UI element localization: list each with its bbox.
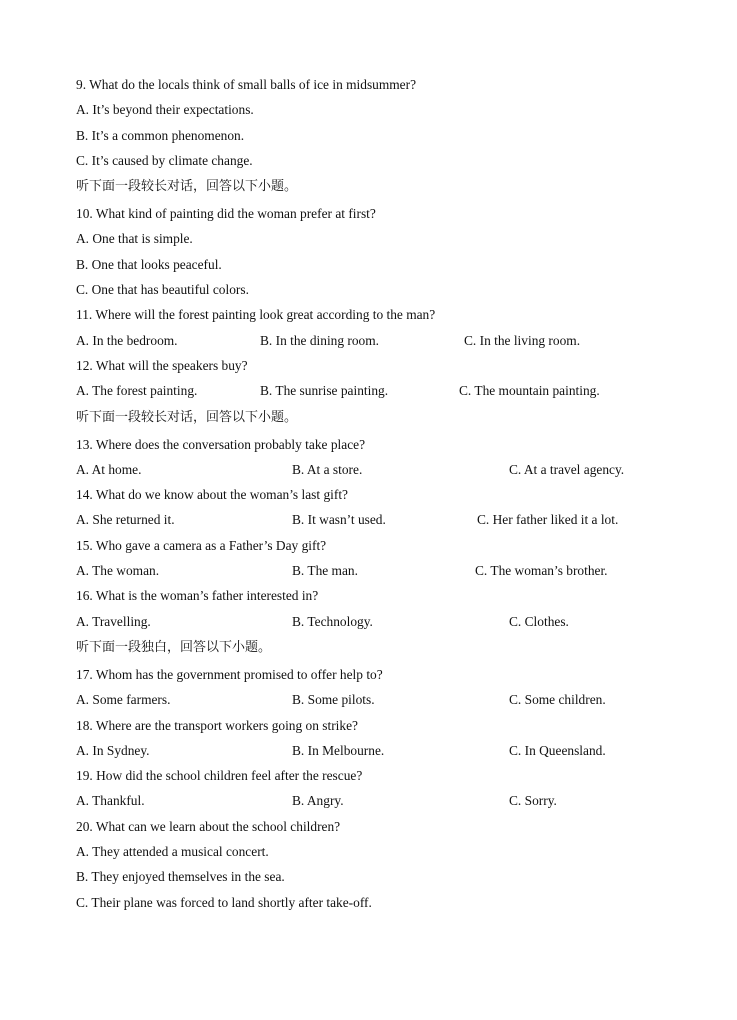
question-19-option-b: B. Angry. [292,793,344,809]
question-11-option-b: B. In the dining room. [260,332,380,348]
section-instruction-monologue: 听下面一段独白，回答以下小题。 [76,639,272,655]
question-18-option-b: B. In Melbourne. [292,742,385,758]
question-18-option-a: A. In Sydney. [76,742,150,758]
question-9-stem: 9. What do the locals think of small balls of ice in midsummer? [76,77,417,92]
question-17-option-b: B. Some pilots. [292,692,375,708]
question-17-option-a: A. Some farmers. [76,692,171,708]
question-14-options [76,507,676,532]
question-11-option-c: C. In the living room. [464,332,581,348]
question-9-option-b: B. It’s a common phenomenon. [76,127,245,143]
question-19-options [76,788,676,813]
question-11-stem: 11. Where will the forest painting look great according to the man? [76,307,436,323]
question-13-option-c: C. At a travel agency. [509,461,625,477]
question-20-option-a: A. They attended a musical concert. [76,844,269,860]
question-14-option-b: B. It wasn’t used. [292,512,386,528]
question-12-stem: 12. What will the speakers buy? [76,357,248,373]
question-16-options [76,609,676,634]
question-16-option-a: A. Travelling. [76,613,151,629]
question-10-option-c: C. One that has beautiful colors. [76,282,249,298]
question-9-option-c: C. It’s caused by climate change. [76,152,253,168]
question-11-options [76,328,676,353]
question-10-stem: 10. What kind of painting did the woman prefer at first? [76,206,376,222]
question-12-option-c: C. The mountain painting. [459,383,600,399]
question-13-stem: 13. Where does the conversation probably take place? [76,436,366,452]
question-15-stem: 15. Who gave a camera as a Father’s Day gift? [76,537,327,553]
question-20-stem: 20. What can we learn about the school children? [76,818,341,834]
exam-page [76,72,676,915]
question-14-option-a: A. She returned it. [76,512,175,528]
question-19-option-c: C. Sorry. [509,793,557,809]
question-19-stem: 19. How did the school children feel after the rescue? [76,768,363,784]
question-14-option-c: C. Her father liked it a lot. [477,512,619,528]
question-9-option-a: A. It’s beyond their expectations. [76,102,254,118]
question-15-options [76,558,676,583]
section-instruction-long-dialogue-2: 听下面一段较长对话，回答以下小题。 [76,409,298,425]
question-11-option-a: A. In the bedroom. [76,332,178,348]
question-16-stem: 16. What is the woman’s father interested in? [76,588,319,604]
question-13-options [76,457,676,482]
question-18-stem: 18. Where are the transport workers going on strike? [76,717,358,733]
question-17-option-c: C. Some children. [509,692,606,708]
question-12-option-b: B. The sunrise painting. [260,383,389,399]
question-16-option-b: B. Technology. [292,613,373,629]
question-14-stem: 14. What do we know about the woman’s last gift? [76,487,348,503]
question-13-option-b: B. At a store. [292,461,363,477]
question-15-option-c: C. The woman’s brother. [475,563,608,579]
question-12-option-a: A. The forest painting. [76,383,198,399]
question-17-options [76,687,676,712]
question-16-option-c: C. Clothes. [509,613,569,629]
question-15-option-b: B. The man. [292,563,358,579]
question-20-option-c: C. Their plane was forced to land shortly after take-off. [76,894,372,910]
question-13-option-a: A. At home. [76,461,142,477]
question-15-option-a: A. The woman. [76,563,160,579]
question-10-option-b: B. One that looks peaceful. [76,256,222,272]
question-12-options [76,378,676,403]
question-10-option-a: A. One that is simple. [76,231,193,247]
question-18-option-c: C. In Queensland. [509,742,606,758]
question-20-option-b: B. They enjoyed themselves in the sea. [76,869,285,885]
question-19-option-a: A. Thankful. [76,793,145,809]
question-18-options [76,738,676,763]
question-17-stem: 17. Whom has the government promised to offer help to? [76,666,383,682]
section-instruction-long-dialogue-1: 听下面一段较长对话，回答以下小题。 [76,179,298,195]
